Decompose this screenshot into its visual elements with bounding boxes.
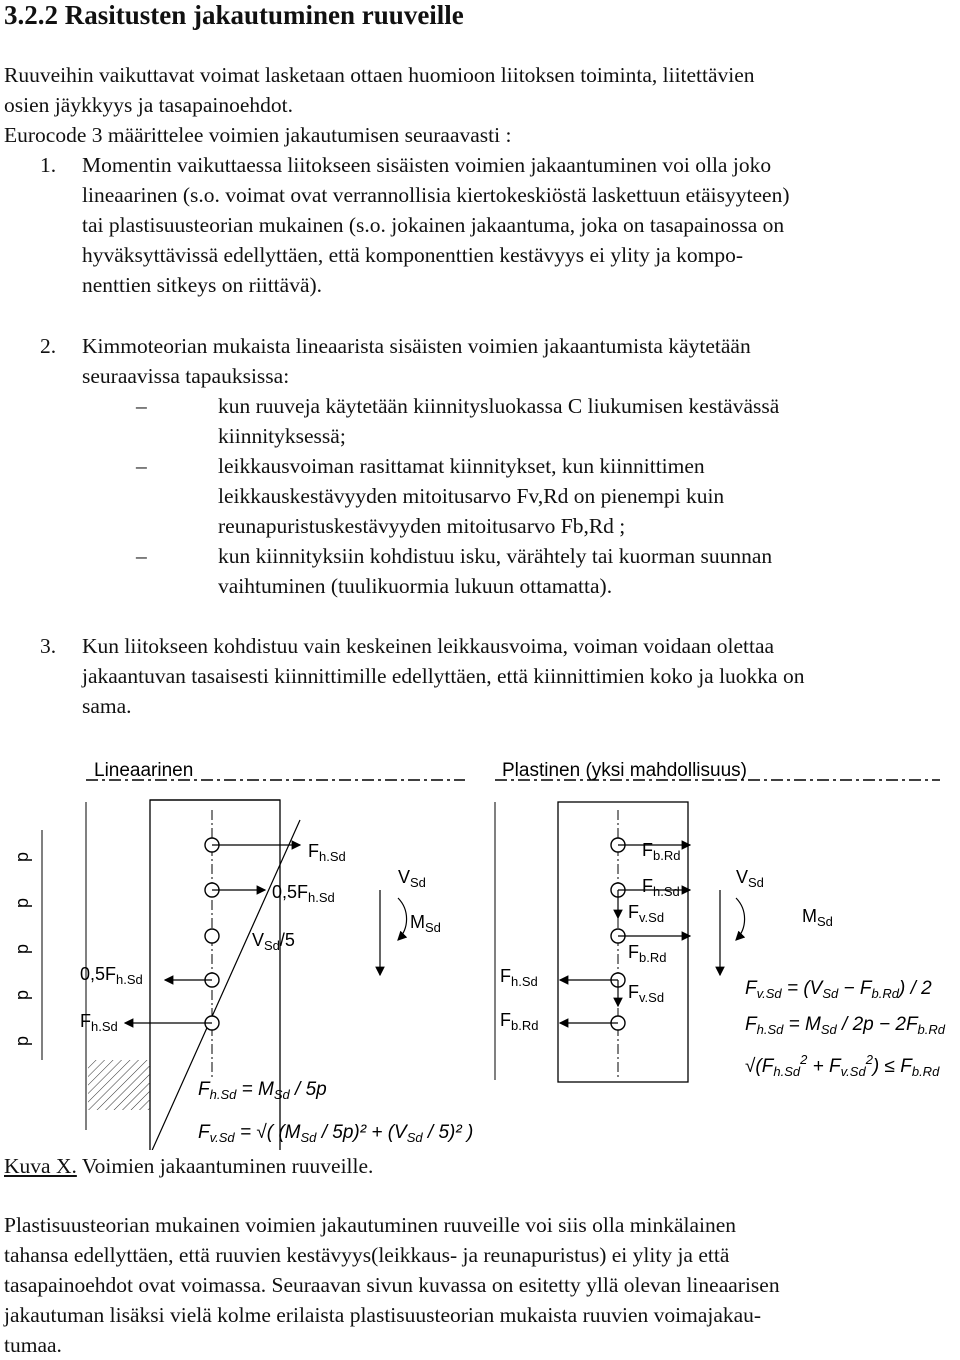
outro-line: Plastisuusteorian mukainen voimien jakautuminen ruuveille voi siis olla minkälainen	[4, 1213, 737, 1237]
section-number: 3.2.2	[4, 0, 58, 30]
item-line: nenttien sitkeys on riittävä).	[82, 273, 323, 297]
msd-arc-right	[736, 898, 745, 940]
bullet-line: kun ruuveja käytetään kiinnitysluokassa C liukumisen kestävässä	[218, 394, 780, 418]
bullet-dash: –	[136, 544, 147, 568]
outro-line: jakautuman lisäksi vielä kolme erilaista plastisuusteorian mukaista ruuvien voimajakau-	[4, 1303, 762, 1327]
label-fbrd-top: $F_{b.Rd}$	[642, 840, 681, 863]
item-line: lineaarinen (s.o. voimat ovat verrannollisia kiertokeskiöstä laskettuun etäisyyteen)	[82, 183, 790, 207]
bullet-line: leikkauskestävyyden mitoitusarvo Fv,Rd on pienempi kuin	[218, 484, 725, 508]
item-line: Momentin vaikuttaessa liitokseen sisäisten voimien jakaantuminen voi olla joko	[82, 153, 772, 177]
list-item-3	[40, 631, 956, 723]
label-vsd-left: $V_{Sd}$	[398, 867, 426, 890]
bullet-item	[134, 541, 934, 601]
p-label: p	[12, 897, 32, 908]
intro-paragraph	[4, 60, 952, 150]
label-msd-right: $M_{Sd}$	[802, 906, 833, 929]
bullet-dash: –	[136, 394, 147, 418]
list-number: 3.	[40, 634, 57, 658]
intro-line: osien jäykkyys ja tasapainoehdot.	[4, 93, 293, 117]
list-number: 2.	[40, 334, 57, 358]
bullet-line: kun kiinnityksiin kohdistuu isku, värähtely tai kuorman suunnan	[218, 544, 773, 568]
bullet-line: leikkausvoiman rasittamat kiinnitykset, kun kiinnittimen	[218, 454, 705, 478]
p-label: p	[12, 851, 32, 862]
intro-line: Ruuveihin vaikuttavat voimat lasketaan ottaen huomioon liitoksen toiminta, liitettävien	[4, 63, 755, 87]
figure-caption	[4, 1151, 373, 1181]
label-fbrd-left: $F_{b.Rd}$	[500, 1010, 539, 1033]
item-line: seuraavissa tapauksissa:	[82, 364, 290, 388]
bullet-line: kiinnityksessä;	[218, 424, 346, 448]
p-label: p	[12, 1035, 32, 1046]
item-line: tai plastisuusteorian mukainen (s.o. jokainen jakaantuma, joka on tasapainossa on	[82, 213, 785, 237]
bullet-dash: –	[136, 454, 147, 478]
item-line: Kimmoteorian mukaista lineaarista sisäisten voimien jakaantumista käytetään	[82, 334, 751, 358]
label-fh-bottom: $F_{h.Sd}$	[80, 1011, 118, 1034]
bolt-force-figure	[0, 740, 960, 1150]
section-heading	[4, 0, 464, 32]
item-line: Kun liitokseen kohdistuu vain keskeinen leikkausvoima, voiman voidaan olettaa	[82, 634, 775, 658]
outro-line: tasapainoehdot ovat voimassa. Seuraavan sivun kuvassa on esitetty yllä olevan lineaarisen	[4, 1273, 780, 1297]
right-panel-title: Plastinen (yksi mahdollisuus)	[502, 760, 747, 781]
bullet-item	[134, 451, 934, 541]
caption-label: Kuva X.	[4, 1154, 77, 1178]
label-fhsd-left: $F_{h.Sd}$	[500, 966, 538, 989]
formula-fh: $F_{h.Sd} = M_{Sd} / 5p$	[198, 1079, 327, 1102]
caption-text: Voimien jakaantuminen ruuveille.	[76, 1154, 374, 1178]
label-fvsd-1: $F_{v.Sd}$	[628, 902, 665, 925]
label-fh-top: $F_{h.Sd}$	[308, 841, 346, 864]
bolt	[205, 929, 219, 943]
label-vsd-right: $V_{Sd}$	[736, 867, 764, 890]
p-dimension-labels	[12, 852, 32, 1046]
item-line: hyväksyttävissä edellyttäen, että komponenttien kestävyys ei ylity ja kompo-	[82, 243, 743, 267]
label-fhsd-right: $F_{h.Sd}$	[642, 876, 680, 899]
bullet-list	[134, 391, 934, 601]
p-label: p	[12, 943, 32, 954]
left-hatch	[88, 1060, 150, 1110]
label-fvsd-2: $F_{v.Sd}$	[628, 982, 665, 1005]
list-item-1	[40, 150, 952, 300]
section-title: Rasitusten jakautuminen ruuveille	[64, 0, 464, 30]
item-line: sama.	[82, 694, 132, 718]
p-label: p	[12, 989, 32, 1000]
outro-paragraph	[4, 1210, 952, 1360]
label-msd-left: $M_{Sd}$	[410, 912, 441, 935]
label-half-fh: $0,5F_{h.Sd}$	[272, 882, 335, 905]
label-vsd5: $V_{Sd}/5$	[252, 930, 295, 953]
left-panel-title: Lineaarinen	[94, 760, 194, 781]
label-half-fh-left: $0,5F_{h.Sd}$	[80, 964, 143, 987]
list-number: 1.	[40, 153, 57, 177]
formula-interaction: $√(F_{h.Sd}^2 + F_{v.Sd}^2) \le F_{b.Rd}$	[745, 1052, 940, 1079]
formula-fh-plastic: $F_{h.Sd} = M_{Sd} / 2p - 2F_{b.Rd}$	[745, 1014, 946, 1037]
bullet-item	[134, 391, 934, 451]
outro-line: tahansa edellyttäen, että ruuvien kestävyys(leikkaus- ja reunapuristus) ei ylity ja että	[4, 1243, 730, 1267]
label-fbrd-mid: $F_{b.Rd}$	[628, 942, 667, 965]
item-line: jakaantuvan tasaisesti kiinnittimille edellyttäen, että kiinnittimien koko ja luokka on	[82, 664, 805, 688]
msd-arc-left	[398, 898, 407, 940]
outro-line: tumaa.	[4, 1333, 62, 1357]
list-item-2	[40, 331, 952, 393]
formula-fv-plastic: $F_{v.Sd} = (V_{Sd} - F_{b.Rd}) / 2$	[745, 978, 932, 1001]
bullet-line: reunapuristuskestävyyden mitoitusarvo Fb,Rd ;	[218, 514, 626, 538]
formula-fv: $F_{v.Sd}$ = √( $(M_{Sd} / 5p)^2 + (V_{Sd} / 5)^2$ )	[198, 1122, 474, 1145]
intro-line: Eurocode 3 määrittelee voimien jakautumisen seuraavasti :	[4, 123, 512, 147]
figure-svg	[0, 740, 960, 1150]
bullet-line: vaihtuminen (tuulikuormia lukuun ottamatta).	[218, 574, 613, 598]
